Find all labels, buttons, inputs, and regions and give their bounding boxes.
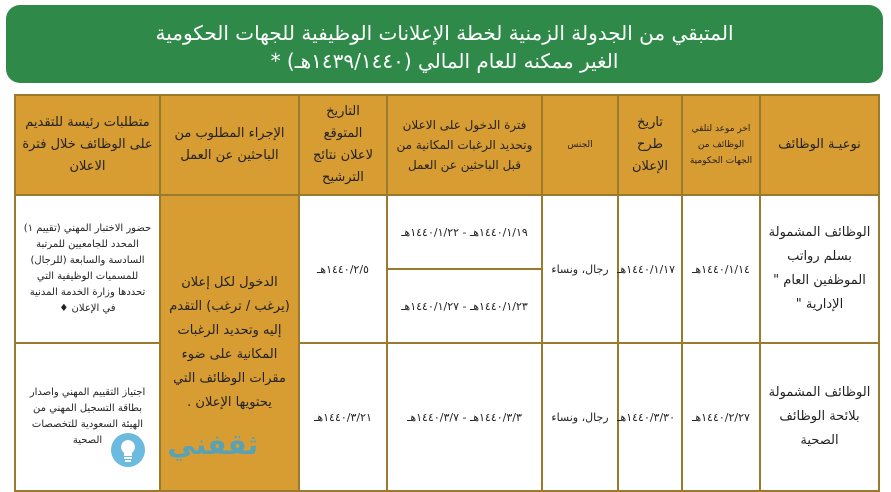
row2-job-type: الوظائف المشمولة بلائحة الوظائف الصحية (760, 343, 879, 491)
header-procedure: الإجراء المطلوب من الباحثين عن العمل (160, 95, 299, 195)
title-banner (6, 5, 883, 83)
table-row (15, 195, 879, 269)
row1-entry-period-2: ١٤٤٠/١/٢٣هـ - ١٤٤٠/١/٢٧هـ (387, 269, 542, 343)
row1-last-date: ١٤٤٠/١/١٤هـ (682, 195, 760, 343)
header-entry-period: فترة الدخول على الاعلان وتحديد الرغبات المكانية من قبل الباحثين عن العمل (387, 95, 542, 195)
row1-announce-date: ١٤٤٠/١/١٧هـ (618, 195, 682, 343)
row1-requirements: حضور الاختبار المهني (تقييم ١) المحدد للجامعيين للمرتبة السادسة والسابعة (للرجال) للمسميات الوظيفية التي تحددها وزارة الخدمة المدنية في الإعلان ♦ (15, 195, 160, 343)
header-row (15, 95, 879, 195)
header-announce-date: تاريخ طرح الإعلان (618, 95, 682, 195)
row2-expected-date: ١٤٤٠/٣/٢١هـ (299, 343, 387, 491)
row1-job-type: الوظائف المشمولة بسلم رواتب الموظفين العام " الإدارية " (760, 195, 879, 343)
header-job-type: نوعيـة الوظائف (760, 95, 879, 195)
header-requirements: متطلبات رئيسة للتقديم على الوظائف خلال فترة الاعلان (15, 95, 160, 195)
procedure-cell: الدخول لكل إعلان (يرغب / ترغب) التقدم إليه وتحديد الرغبات المكانية على ضوء مقرات الوظائف التي يحتويها الإعلان . (160, 195, 299, 491)
title-line-2: الغير ممكنه للعام المالي (١٤٣٩/١٤٤٠هـ) * (270, 49, 619, 73)
row2-last-date: ١٤٤٠/٢/٢٧هـ (682, 343, 760, 491)
watermark-logo (108, 420, 268, 470)
header-last-date: اخر موعد لتلقي الوظائف من الجهات الحكومية (682, 95, 760, 195)
row2-gender: رجال، ونساء (542, 343, 618, 491)
lightbulb-icon (106, 430, 150, 474)
row1-expected-date: ١٤٤٠/٢/٥هـ (299, 195, 387, 343)
title-line-1: المتبقي من الجدولة الزمنية لخطة الإعلانات الوظيفية للجهات الحكومية (155, 21, 734, 45)
row1-gender: رجال، ونساء (542, 195, 618, 343)
row1-entry-period-1: ١٤٤٠/١/١٩هـ - ١٤٤٠/١/٢٢هـ (387, 195, 542, 269)
header-expected-date: التاريخ المتوقع لاعلان نتائج الترشيح (299, 95, 387, 195)
row2-announce-date: ١٤٤٠/٣/٣٠هـ (618, 343, 682, 491)
row2-requirements: اجتياز التقييم المهني واصدار بطاقة التسجيل المهني من الهيئة السعودية للتخصصات الصحية (15, 343, 160, 491)
row2-entry-period: ١٤٤٠/٣/٣هـ - ١٤٤٠/٣/٧هـ (387, 343, 542, 491)
header-gender: الجنس (542, 95, 618, 195)
logo-text: ثقفني (167, 428, 258, 461)
